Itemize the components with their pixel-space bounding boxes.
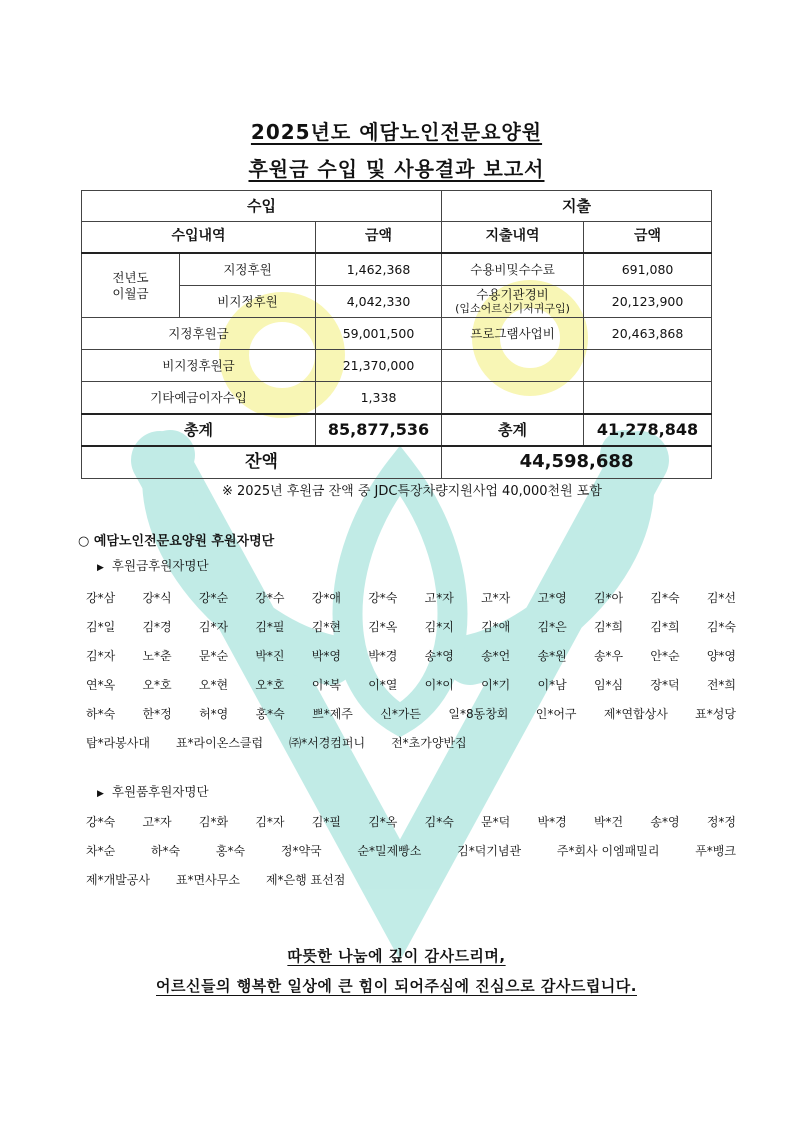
- table-header-row: [82, 191, 712, 222]
- triangle-bullet-icon: ▶: [97, 789, 104, 799]
- report-title: 2025년도 예담노인전문요양원: [250, 120, 543, 144]
- donor-name: 김*희: [650, 620, 680, 634]
- donor-name: 김*필: [311, 815, 341, 829]
- donor-name: 이*복: [311, 678, 341, 692]
- donor-name: 이*이: [424, 678, 454, 692]
- donor-name: 허*영: [199, 707, 229, 721]
- goods-donors-list: [86, 807, 736, 894]
- donor-name: 송*영: [650, 815, 680, 829]
- thanks-line-1: 따뜻한 나눔에 깊이 감사드리며,: [287, 947, 506, 965]
- table-row: [82, 350, 712, 382]
- income-amount: 21,370,000: [316, 350, 442, 382]
- donor-name: 박*건: [593, 815, 624, 829]
- donor-name: 강*숙: [368, 591, 398, 605]
- donor-name: 제*은행 표선점: [265, 873, 346, 887]
- donor-name: 김*숙: [424, 815, 454, 829]
- donor-name: 고*자: [424, 591, 454, 605]
- donor-name: 한*정: [142, 707, 172, 721]
- donor-name: 강*애: [311, 591, 341, 605]
- expense-amount: 20,123,900: [584, 286, 712, 318]
- cash-donors-list: [86, 583, 736, 757]
- expense-item: [442, 382, 584, 415]
- goods-donors-heading: [97, 782, 209, 800]
- donor-name: 김*화: [198, 815, 229, 829]
- expense-item-main: 수용기관경비: [476, 286, 549, 302]
- donor-name: 송*영: [424, 649, 454, 663]
- donor-name: 박*영: [311, 649, 341, 663]
- income-total-label: 총계: [82, 414, 316, 446]
- donor-name: 일*8동창회: [448, 707, 509, 721]
- expense-item: 수용비및수수료: [442, 253, 584, 286]
- donor-name: 김*숙: [650, 591, 680, 605]
- donor-row: [86, 641, 736, 670]
- donor-name: 박*진: [255, 649, 285, 663]
- table-row: [82, 318, 712, 350]
- donor-name: 고*자: [481, 591, 511, 605]
- donor-name: 강*수: [255, 591, 285, 605]
- income-amount: 4,042,330: [316, 286, 442, 318]
- donor-row: [86, 807, 736, 836]
- donor-row: [86, 865, 736, 894]
- income-header: 수입: [82, 191, 442, 222]
- donor-name: 강*순: [198, 591, 229, 605]
- donor-name: 제*개발공사: [86, 873, 150, 887]
- donor-name: 주*회사 이엠패밀리: [556, 844, 660, 858]
- donor-name: 안*순: [650, 649, 680, 663]
- income-item: 비지정후원: [180, 286, 316, 318]
- income-item: 지정후원: [180, 253, 316, 286]
- income-item: 지정후원금: [82, 318, 316, 350]
- expense-amount-header: 금액: [584, 222, 712, 254]
- donor-name: 고*자: [142, 815, 172, 829]
- donor-name: 제*연합상사: [603, 707, 668, 721]
- donor-name: 쁘*제주: [312, 707, 353, 721]
- donor-name: 김*현: [311, 620, 341, 634]
- expense-item: 프로그램사업비: [442, 318, 584, 350]
- expense-detail-header: 지출내역: [442, 222, 584, 254]
- donor-name: 홍*숙: [255, 707, 285, 721]
- expense-total-label: 총계: [442, 414, 584, 446]
- donor-name: 오*호: [142, 678, 172, 692]
- income-amount-header: 금액: [316, 222, 442, 254]
- donor-row: [86, 612, 736, 641]
- expense-amount: 20,463,868: [584, 318, 712, 350]
- donor-name: 정*정: [706, 815, 736, 829]
- carryover-label-line1: 전년도: [112, 269, 149, 285]
- donor-name: 하*숙: [86, 707, 116, 721]
- donor-row: [86, 699, 736, 728]
- donor-name: 김*은: [537, 620, 567, 634]
- donor-name: 김*희: [593, 620, 624, 634]
- donor-name: 오*현: [198, 678, 229, 692]
- donor-name: 전*희: [706, 678, 736, 692]
- balance-amount: 44,598,688: [442, 446, 712, 479]
- donor-name: 신*가든: [380, 707, 422, 721]
- donor-name: 고*영: [537, 591, 567, 605]
- triangle-bullet-icon: ▶: [97, 563, 104, 573]
- donor-row: [86, 836, 736, 865]
- donor-name: 홍*숙: [215, 844, 246, 858]
- donor-row: [86, 670, 736, 699]
- donor-name: 이*기: [481, 678, 511, 692]
- donor-name: 이*열: [368, 678, 398, 692]
- expense-header: 지출: [442, 191, 712, 222]
- total-row: [82, 414, 712, 446]
- donor-name: 김*자: [255, 815, 285, 829]
- income-item: 비지정후원금: [82, 350, 316, 382]
- thanks-line-2: 어르신들의 행복한 일상에 큰 힘이 되어주심에 진심으로 감사드립니다.: [156, 977, 637, 995]
- donor-name: 김*선: [706, 591, 736, 605]
- goods-donors-title: 후원품후원자명단: [111, 784, 209, 799]
- donor-name: 연*옥: [86, 678, 116, 692]
- report-subtitle: 후원금 수입 및 사용결과 보고서: [248, 157, 545, 181]
- income-amount: 1,462,368: [316, 253, 442, 286]
- donor-name: 강*식: [142, 591, 172, 605]
- table-row: [82, 253, 712, 286]
- donor-name: 표*성당: [695, 707, 736, 721]
- expense-amount: [584, 350, 712, 382]
- donor-name: 이*남: [537, 678, 567, 692]
- donor-name: 김*아: [593, 591, 624, 605]
- donor-name: 김*일: [86, 620, 116, 634]
- carryover-label-line2: 이월금: [112, 285, 149, 301]
- balance-label: 잔액: [82, 446, 442, 479]
- donor-name: 문*순: [198, 649, 229, 663]
- donor-name: 김*자: [198, 620, 229, 634]
- donor-name: 임*심: [593, 678, 624, 692]
- donor-name: 표*라이온스클럽: [175, 736, 264, 750]
- donors-section-title: ○ 예담노인전문요양원 후원자명단: [78, 534, 275, 549]
- expense-total: 41,278,848: [584, 414, 712, 446]
- donor-row: [86, 583, 736, 612]
- donor-name: 오*호: [255, 678, 285, 692]
- donor-name: 송*우: [593, 649, 624, 663]
- donor-name: 박*경: [368, 649, 398, 663]
- balance-row: [82, 446, 712, 479]
- donor-name: 장*덕: [650, 678, 680, 692]
- expense-item-sub: (입소어르신기저귀구입): [455, 302, 570, 316]
- donor-row: [86, 728, 736, 757]
- cash-donors-heading: [97, 556, 209, 574]
- donor-name: 김*애: [481, 620, 511, 634]
- donor-name: 김*숙: [706, 620, 736, 634]
- donor-name: ㈜*서경컴퍼니: [289, 736, 366, 750]
- donor-name: 하*숙: [150, 844, 181, 858]
- donor-name: 김*지: [424, 620, 454, 634]
- donor-name: 김*경: [142, 620, 172, 634]
- carryover-label: [82, 253, 180, 318]
- donor-name: 전*초가양반집: [391, 736, 467, 750]
- donor-name: 인*어구: [535, 707, 577, 721]
- donor-name: 문*덕: [481, 815, 511, 829]
- expense-item: [442, 350, 584, 382]
- donor-name: 김*필: [255, 620, 285, 634]
- table-row: [82, 382, 712, 415]
- donor-name: 송*원: [537, 649, 567, 663]
- table-subheader-row: [82, 222, 712, 254]
- donor-name: 송*언: [481, 649, 511, 663]
- income-total: 85,877,536: [316, 414, 442, 446]
- cash-donors-title: 후원금후원자명단: [111, 558, 209, 573]
- donor-name: 노*춘: [142, 649, 172, 663]
- donor-name: 양*영: [706, 649, 736, 663]
- donor-name: 탐*라봉사대: [86, 736, 150, 750]
- expense-item: [442, 286, 584, 318]
- income-item: 기타예금이자수입: [82, 382, 316, 415]
- income-amount: 59,001,500: [316, 318, 442, 350]
- donor-name: 푸*뱅크: [695, 844, 736, 858]
- donor-name: 강*삼: [86, 591, 116, 605]
- donor-name: 김*자: [86, 649, 116, 663]
- donor-name: 표*면사무소: [175, 873, 240, 887]
- income-amount: 1,338: [316, 382, 442, 415]
- donor-name: 박*경: [537, 815, 567, 829]
- donor-name: 김*옥: [368, 815, 398, 829]
- donor-name: 강*숙: [86, 815, 116, 829]
- income-detail-header: 수입내역: [82, 222, 316, 254]
- expense-amount: [584, 382, 712, 415]
- donor-name: 차*순: [86, 844, 116, 858]
- donor-name: 김*덕기념관: [457, 844, 522, 858]
- income-expense-table: [81, 190, 712, 479]
- donor-name: 정*약국: [280, 844, 322, 858]
- donor-name: 김*옥: [368, 620, 398, 634]
- balance-note: ※ 2025년 후원금 잔액 중 JDC특장차량지원사업 40,000천원 포함: [222, 484, 602, 499]
- expense-amount: 691,080: [584, 253, 712, 286]
- donor-name: 순*밀제빵소: [357, 844, 422, 858]
